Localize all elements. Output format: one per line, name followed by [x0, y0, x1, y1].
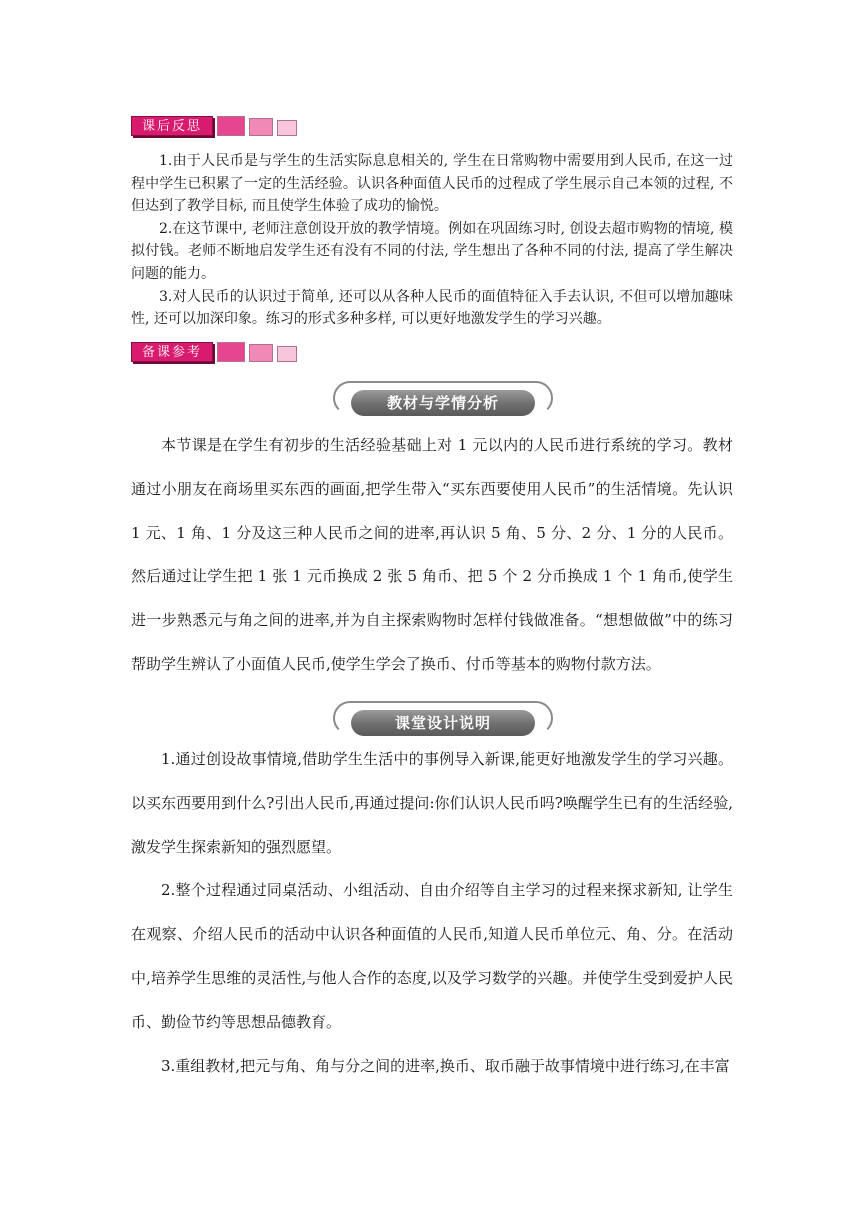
decorative-square [217, 116, 245, 136]
section-tag-prep [131, 342, 297, 362]
decorative-square [217, 342, 245, 362]
analysis-body [131, 424, 733, 687]
section-tag-label: 备课参考 [131, 342, 213, 362]
decorative-square [249, 344, 273, 362]
section-tag-reflection [131, 116, 297, 136]
analysis-title-banner [333, 381, 553, 415]
design-title: 课堂设计说明 [351, 710, 535, 736]
decorative-square [277, 346, 297, 362]
paragraph: 1.由于人民币是与学生的生活实际息息相关的, 学生在日常购物中需要用到人民币, 在这一过程中学生已积累了一定的生活经验。认识各种面值人民币的过程成了学生展示自己本领的过程, 不但达到了教学目标, 而且使学生体验了成功的愉悦。 [131, 153, 733, 215]
paragraph: 本节课是在学生有初步的生活经验基础上对 1 元以内的人民币进行系统的学习。教材通过小朋友在商场里买东西的画面,把学生带入“买东西要使用人民币”的生活情境。先认识 1 元、1 角、1 分及这三种人民币之间的进率,再认识 5 角、5 分、2 分、1 分的人民币。然后通过让学生把 1 张 1 元币换成 2 张 5 角币、把 5 个 2 分币换成 1 个 1 角币,使学生进一步熟悉元与角之间的进率,并为自主探索购物时怎样付钱做准备。“想想做做”中的练习帮助学生辨认了小面值人民币,使学生学会了换币、付币等基本的购物付款方法。 [131, 436, 733, 673]
paragraph: 3.对人民币的认识过于简单, 还可以从各种人民币的面值特征入手去认识, 不但可以增加趣味性, 还可以加深印象。练习的形式多种多样, 可以更好地激发学生的学习兴趣。 [131, 288, 733, 328]
decorative-square [277, 120, 297, 136]
paragraph: 2.整个过程通过同桌活动、小组活动、自由介绍等自主学习的过程来探求新知, 让学生在观察、介绍人民币的活动中认识各种面值的人民币,知道人民币单位元、角、分。在活动中,培养学生思维的灵活性,与他人合作的态度,以及学习数学的兴趣。并使学生受到爱护人民币、勤俭节约等思想品德教育。 [131, 881, 733, 1031]
design-title-banner [333, 701, 553, 735]
decorative-square [249, 118, 273, 136]
paragraph: 3.重组教材,把元与角、角与分之间的进率,换币、取币融于故事情境中进行练习,在丰富 [161, 1056, 730, 1075]
reflection-body [131, 150, 733, 331]
paragraph: 1.通过创设故事情境,借助学生生活中的事例导入新课,能更好地激发学生的学习兴趣。以买东西要用到什么?引出人民币,再通过提问:你们认识人民币吗?唤醒学生已有的生活经验,激发学生探索新知的强烈愿望。 [131, 750, 733, 856]
analysis-title: 教材与学情分析 [351, 390, 535, 416]
section-tag-label: 课后反思 [131, 116, 213, 136]
paragraph: 2.在这节课中, 老师注意创设开放的教学情境。例如在巩固练习时, 创设去超市购物的情境, 模拟付钱。老师不断地启发学生还有没有不同的付法, 学生想出了各种不同的付法, 提高了学生解决问题的能力。 [131, 220, 733, 282]
design-body [131, 738, 733, 1088]
